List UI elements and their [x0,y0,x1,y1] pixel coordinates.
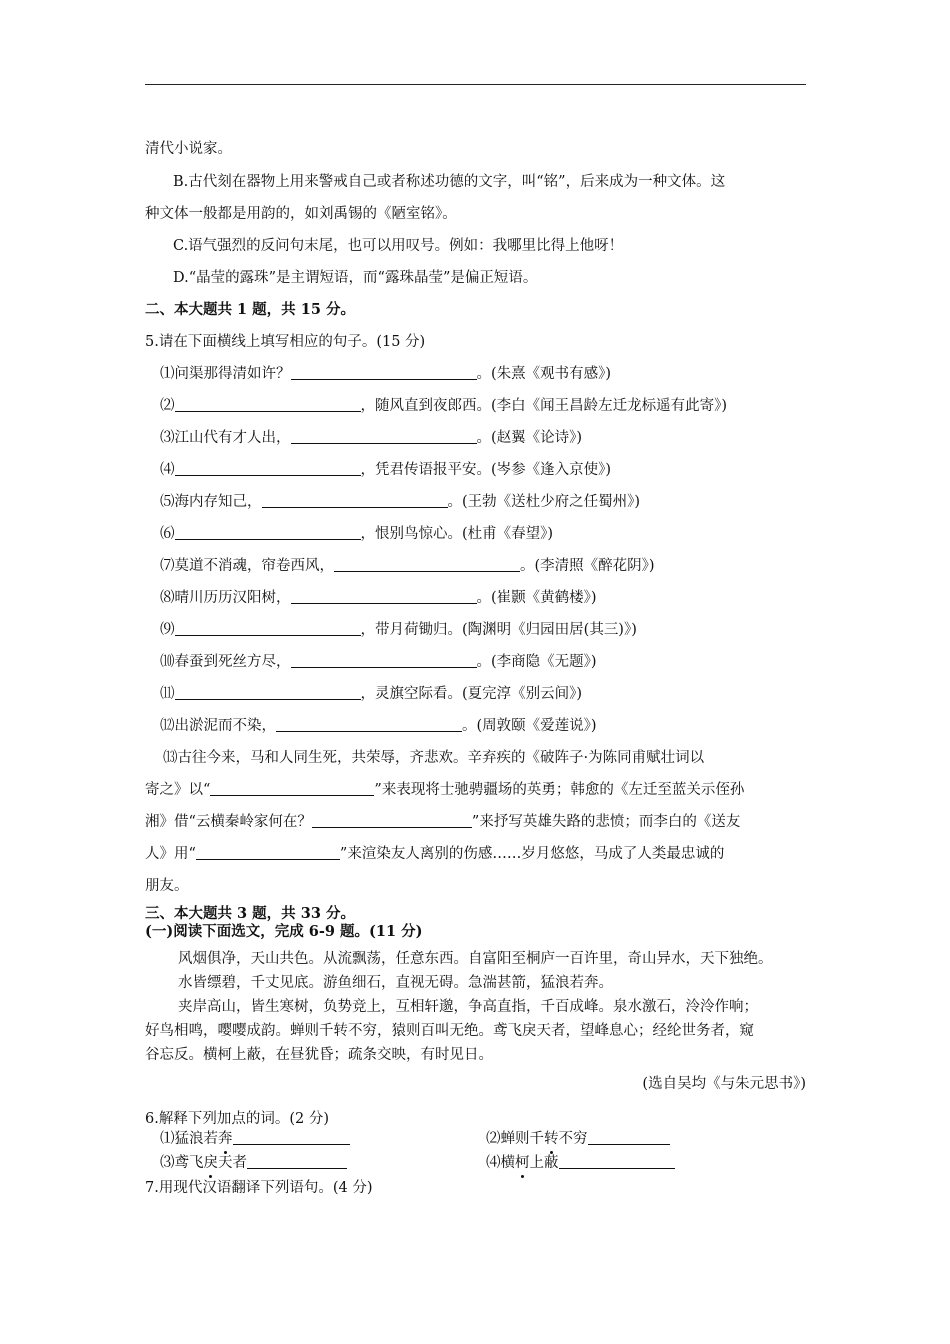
header-rule [145,84,806,85]
passage-line-4: 好鸟相鸣，嘤嘤成韵。蝉则千转不穷，猿则百叫无绝。鸢飞戾天者，望峰息心；经纶世务者，窥 [145,1023,754,1039]
option-b-line1: B.古代刻在器物上用来警戒自己或者称述功德的文字，叫“铭”，后来成为一种文体。这 [173,174,726,190]
answer-blank[interactable] [175,397,361,412]
q5-item-3: ⑶江山代有才人出， 。(赵翼《论诗》) [160,430,583,446]
answer-blank[interactable] [210,781,374,796]
q6-item-3: ⑶鸢飞戾天者 [160,1153,347,1173]
q6-prompt: 6.解释下列加点的词。(2 分) [145,1111,329,1127]
part1-heading: (一)阅读下面选文，完成 6-9 题。(11 分) [145,923,423,940]
answer-blank[interactable] [291,589,477,604]
passage-line-1: 风烟俱净，天山共色。从流飘荡，任意东西。自富阳至桐庐一百许里，奇山异水，天下独绝。 [178,951,773,967]
answer-blank[interactable] [276,717,462,732]
q6-item-1: ⑴猛浪若奔 [160,1129,350,1149]
answer-blank[interactable] [559,1154,675,1169]
q5-item-5: ⑸海内存知己， 。(王勃《送杜少府之任蜀州》) [160,494,641,510]
answer-blank[interactable] [312,813,472,828]
answer-blank[interactable] [196,845,340,860]
q5-item-8: ⑻晴川历历汉阳树， 。(崔颢《黄鹤楼》) [160,590,597,606]
answer-blank[interactable] [262,493,448,508]
q5-item-2: ⑵ ，随风直到夜郎西。(李白《闻王昌龄左迁龙标遥有此寄》) [160,398,728,414]
option-d: D.“晶莹的露珠”是主谓短语，而“露珠晶莹”是偏正短语。 [173,270,538,286]
answer-blank[interactable] [588,1130,670,1145]
answer-blank[interactable] [233,1130,350,1145]
q5-item-12: ⑿出淤泥而不染， 。(周敦颐《爱莲说》) [160,718,597,734]
q5-item-9: ⑼ ，带月荷锄归。(陶渊明《归园田居(其三)》) [160,622,637,638]
answer-blank[interactable] [334,557,520,572]
section2-heading: 二、本大题共 1 题，共 15 分。 [145,301,355,318]
answer-blank[interactable] [291,429,477,444]
passage-line-3: 夹岸高山，皆生寒树，负势竞上，互相轩邈，争高直指，千百成峰。泉水激石，泠泠作响； [178,999,758,1015]
section3-heading: 三、本大题共 3 题，共 33 分。 [145,905,355,922]
answer-blank[interactable] [247,1154,347,1169]
q7-prompt: 7.用现代汉语翻译下列语句。(4 分) [145,1180,373,1196]
q5-item-7: ⑺莫道不消魂，帘卷西风， 。(李清照《醉花阴》) [160,558,655,574]
answer-blank[interactable] [291,365,477,380]
q5-prompt: 5.请在下面横线上填写相应的句子。(15 分) [145,334,426,350]
answer-blank[interactable] [175,685,361,700]
q5-item-1: ⑴问渠那得清如许？ 。(朱熹《观书有感》) [160,366,612,382]
continuation-text: 清代小说家。 [145,141,232,157]
q5-item-13-line3: 湘》借“云横秦岭家何在？ ”来抒写英雄失路的悲愤；而李白的《送友 [145,814,741,830]
q5-item-13-line2: 寄之》以“ ”来表现将士驰骋疆场的英勇；韩愈的《左迁至蓝关示侄孙 [145,782,745,798]
answer-blank[interactable] [175,525,361,540]
q6-item-2: ⑵蝉则千转不穷 [486,1129,670,1149]
passage-line-2: 水皆缥碧，千丈见底。游鱼细石，直视无碍。急湍甚箭，猛浪若奔。 [178,975,613,991]
q5-item-13-line1: ⒀古往今来，马和人同生死，共荣辱，齐悲欢。辛弃疾的《破阵子·为陈同甫赋壮词以 [163,750,705,766]
passage-line-5: 谷忘反。横柯上蔽，在昼犹昏；疏条交映，有时见日。 [145,1047,493,1063]
q5-item-4: ⑷ ，凭君传语报平安。(岑参《逢入京使》) [160,462,612,478]
answer-blank[interactable] [291,653,477,668]
q5-item-6: ⑹ ，恨别鸟惊心。(杜甫《春望》) [160,526,554,542]
q5-item-11: ⑾ ，灵旗空际看。(夏完淳《别云间》) [160,686,583,702]
option-c: C.语气强烈的反问句末尾，也可以用叹号。例如：我哪里比得上他呀！ [173,238,624,254]
answer-blank[interactable] [175,621,361,636]
passage-source: (选自吴均《与朱元思书》) [642,1076,806,1092]
q5-item-13-line5: 朋友。 [145,878,189,894]
answer-blank[interactable] [175,461,361,476]
option-b-line2: 种文体一般都是用韵的，如刘禹锡的《陋室铭》。 [145,206,457,222]
q6-item-4: ⑷横柯上蔽 [486,1153,675,1173]
q5-item-10: ⑽春蚕到死丝方尽， 。(李商隐《无题》) [160,654,597,670]
q5-item-13-line4: 人》用“ ”来渲染友人离别的伤感……岁月悠悠，马成了人类最忠诚的 [145,846,725,862]
